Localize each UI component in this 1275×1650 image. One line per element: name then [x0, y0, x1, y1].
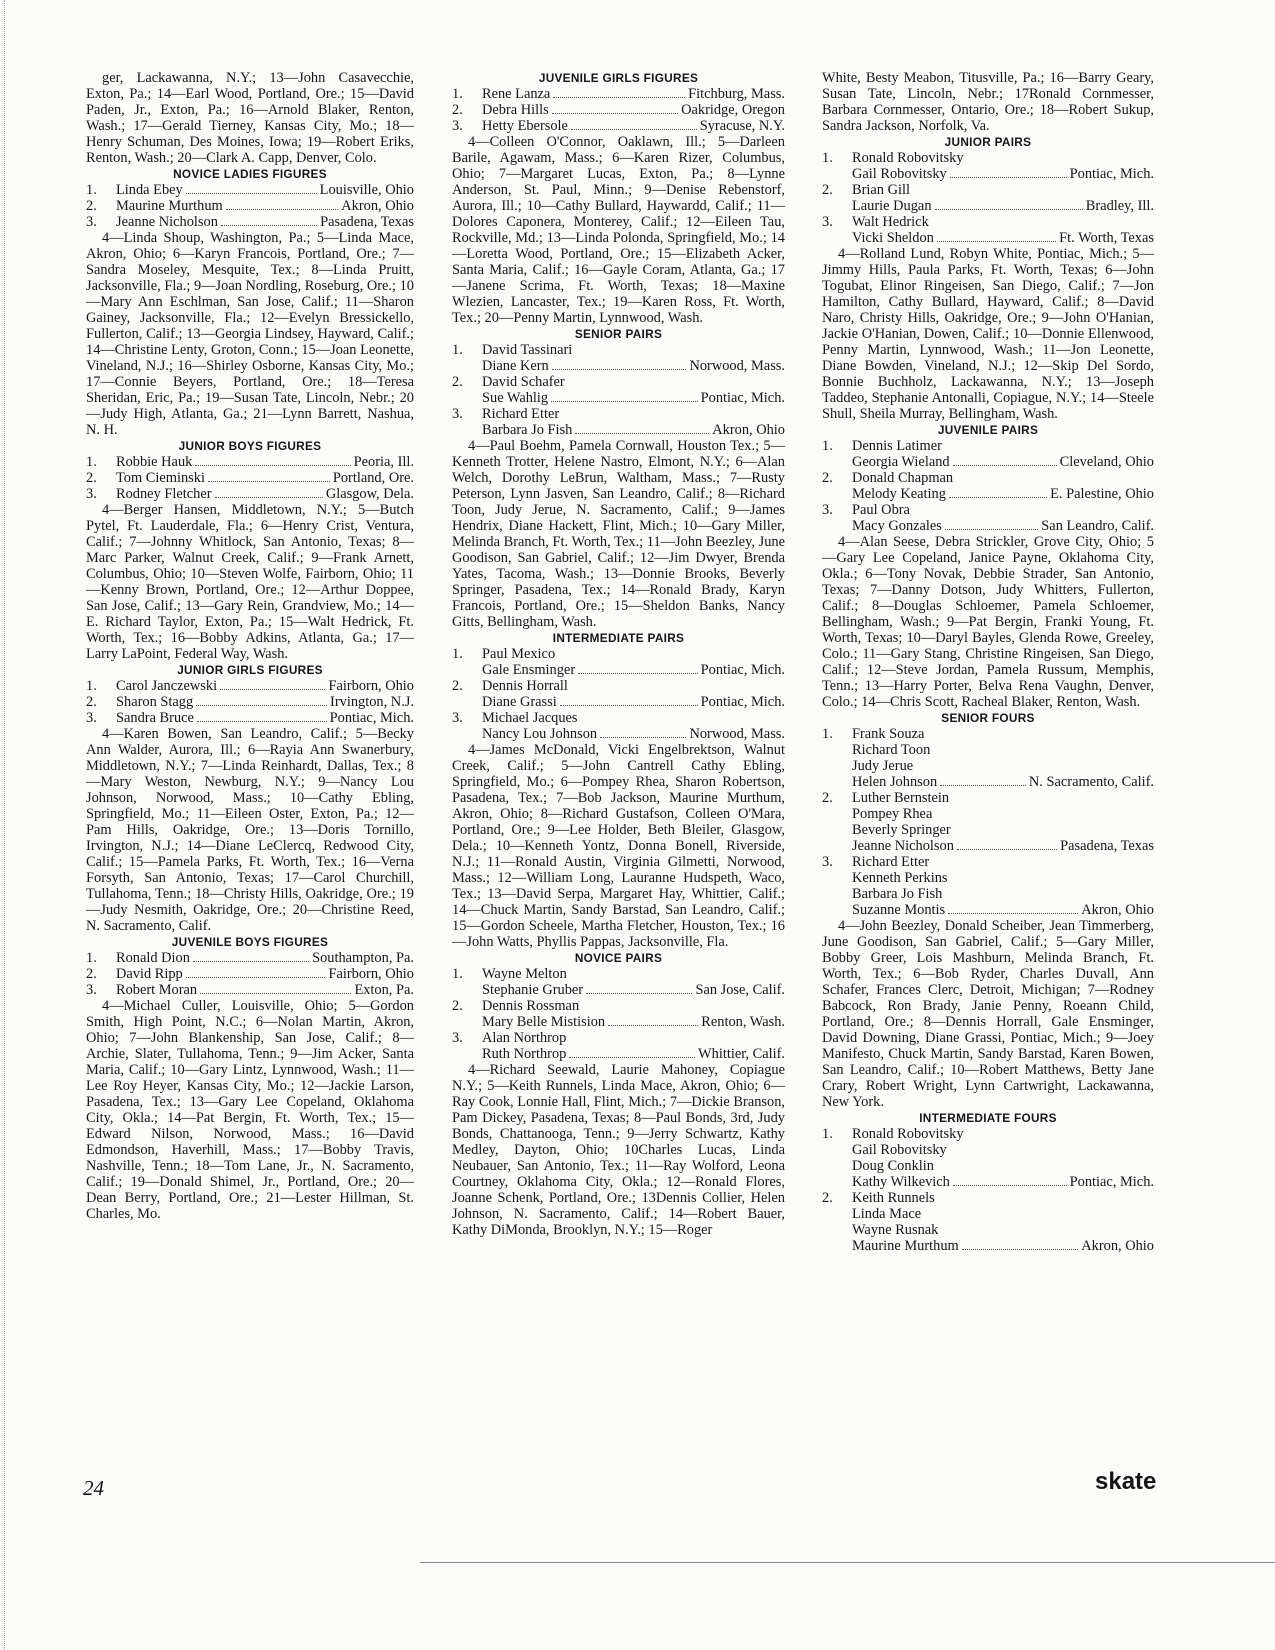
dot-leader [600, 737, 686, 738]
dot-leader [940, 785, 1026, 786]
skater-name: Robert Moran [116, 982, 198, 998]
placing-row [822, 502, 1154, 518]
placing-row [822, 870, 1154, 886]
skater-name: Laurie Dugan [852, 198, 932, 214]
column-left [86, 70, 414, 1222]
dot-leader [220, 689, 325, 690]
skater-city: Pasadena, Texas [320, 214, 414, 230]
placings-list [452, 86, 785, 134]
skater-name: Melody Keating [852, 486, 946, 502]
placing-row [452, 966, 785, 982]
placings-list [86, 678, 414, 726]
column-middle [452, 70, 785, 1238]
skater-name: Suzanne Montis [852, 902, 946, 918]
skater-city: Fairborn, Ohio [328, 678, 414, 694]
section-heading: JUNIOR GIRLS FIGURES [177, 663, 323, 677]
section-heading: INTERMEDIATE FOURS [919, 1111, 1057, 1125]
skater-name: Walt Hedrick [852, 214, 929, 230]
placing-row [86, 710, 414, 726]
place-number: 1. [822, 1126, 833, 1142]
place-number: 2. [86, 694, 97, 710]
place-number: 2. [86, 198, 97, 214]
skater-name: Sharon Stagg [116, 694, 194, 710]
results-paragraph: White, Besty Meabon, Titusville, Pa.; 16—Barry Geary, Susan Tate, Lincoln, Nebr.; 17Ronald Cornmesser, Barbara Cornmesser, Ontario, Ore.; 18—Robert Sukup, Sandra Jackson, Norfolk, Va. [822, 70, 1154, 134]
dot-leader [586, 993, 692, 994]
place-number: 1. [822, 150, 833, 166]
placing-row [452, 102, 785, 118]
placing-row [822, 902, 1154, 918]
skater-name: Ruth Northrop [482, 1046, 567, 1062]
skater-name: Frank Souza [852, 726, 925, 742]
place-number: 1. [822, 438, 833, 454]
skater-name: Tom Cieminski [116, 470, 205, 486]
skater-city: Exton, Pa. [354, 982, 414, 998]
skater-city: Peoria, Ill. [353, 454, 414, 470]
skater-name: Alan Northrop [482, 1030, 567, 1046]
place-number: 3. [452, 1030, 463, 1046]
skater-name: Ronald Robovitsky [852, 1126, 964, 1142]
page-number: 24 [83, 1476, 104, 1500]
skater-name: Kenneth Perkins [852, 870, 948, 886]
dot-leader [957, 849, 1057, 850]
place-number: 2. [452, 998, 463, 1014]
section-heading: NOVICE PAIRS [574, 951, 663, 965]
section-heading: JUVENILE GIRLS FIGURES [538, 71, 699, 85]
dot-leader [949, 497, 1047, 498]
skater-city: N. Sacramento, Calif. [1028, 774, 1154, 790]
skater-city: Norwood, Mass. [689, 726, 785, 742]
dot-leader [953, 465, 1057, 466]
place-number: 1. [452, 342, 463, 358]
footer-rule [420, 1562, 1275, 1563]
skater-name: Nancy Lou Johnson [482, 726, 598, 742]
dot-leader [560, 705, 698, 706]
skater-city: Fairborn, Ohio [328, 966, 414, 982]
placings-list [822, 438, 1154, 534]
placing-row [822, 454, 1154, 470]
place-number: 3. [452, 710, 463, 726]
place-number: 2. [822, 470, 833, 486]
skater-name: Brian Gill [852, 182, 910, 198]
skater-city: E. Palestine, Ohio [1050, 486, 1154, 502]
results-paragraph: 4—James McDonald, Vicki Engelbrektson, Walnut Creek, Calif.; 5—John Cantrell Cathy Ebling, Springfield, Mo.; 6—Pompey Rhea, Sharon Robertson, Pasadena, Tex.; 7—Bob Jackson, Maurine Murthum, Akron, Ohio; 8—Richard Gustafson, Colleen O'Mara, Portland, Ore.; 9—Lee Holder, Beth Bleiler, Glasgow, Dela.; 10—Kenneth Yontz, Donna Bonell, Riverside, N.J.; 11—Ronald Austin, Virginia Gilmetti, Norwood, Mass.; 12—William Long, Lauranne Hudspeth, Waco, Tex.; 13—David Serpa, Margaret Hay, Whittier, Calif.; 14—Chuck Martin, Sandy Barstad, San Leandro, Calif.; 15—Gordon Scheele, Martha Fletcher, Houston, Tex.; 16—John Watts, Phyllis Pappas, Jacksonville, Fla. [452, 742, 785, 950]
dot-leader [196, 705, 327, 706]
placing-row [822, 726, 1154, 742]
placings-list [86, 950, 414, 998]
dot-leader [200, 993, 351, 994]
skater-city: Fitchburg, Mass. [688, 86, 785, 102]
skater-name: Paul Mexico [482, 646, 556, 662]
skater-city: Bradley, Ill. [1085, 198, 1154, 214]
skater-name: Maurine Murthum [852, 1238, 959, 1254]
skater-city: Syracuse, N.Y. [699, 118, 785, 134]
section-heading: INTERMEDIATE PAIRS [552, 631, 685, 645]
skater-name: Barbara Jo Fish [852, 886, 943, 902]
placing-row [86, 966, 414, 982]
results-paragraph: 4—Colleen O'Connor, Oaklawn, Ill.; 5—Darleen Barile, Agawam, Mass.; 6—Karen Rizer, Columbus, Ohio; 7—Margaret Lucas, Exton, Pa.; 8—Lynne Anderson, St. Paul, Minn.; 9—Denise Rebenstorf, Aurora, Ill.; 10—Cathy Bullard, Haywardd, Calif.; 11—Dolores Caponera, Monterey, Calif.; 12—Eileen Tau, Rockville, Md.; 13—Linda Polonda, Springfield, Mo.; 14—Loretta Wood, Portland, Ore.; 15—Elizabeth Acker, Santa Maria, Calif.; 16—Gayle Coram, Atlanta, Ga.; 17—Janene Scrima, Ft. Worth, Texas; 18—Maxine Wlezien, Lancaster, Tex.; 19—Karen Ross, Ft. Worth, Tex.; 20—Penny Martin, Lynnwood, Wash. [452, 134, 785, 326]
dot-leader [215, 497, 323, 498]
results-paragraph: 4—Karen Bowen, San Leandro, Calif.; 5—Becky Ann Walder, Aurora, Ill.; 6—Rayia Ann Swanerbury, Middletown, N.Y.; 7—Linda Reinhardt, Dallas, Tex.; 8—Mary Weston, Newburg, N.Y.; 9—Nancy Lou Johnson, Norwood, Mass.; 10—Cathy Ebling, Springfield, Mo.; 11—Eileen Oster, Exton, Pa.; 12—Pam Hills, Oakridge, Ore.; 13—Doris Tornillo, Irvington, N.J.; 14—Diane LeClercq, Redwood City, Calif.; 15—Pamela Parks, Ft. Worth, Tex.; 16—Verna Forsyth, San Antonio, Texas; 17—Carol Churchill, Tullahoma, Tenn.; 18—Christy Hills, Oakridge, Ore.; 19—Judy Nesmith, Oakridge, Ore.; 20—Christine Reed, N. Sacramento, Calif. [86, 726, 414, 934]
placing-row [452, 662, 785, 678]
placings-list [452, 342, 785, 438]
placing-row [452, 694, 785, 710]
placing-row [822, 758, 1154, 774]
skater-city: Cleveland, Ohio [1059, 454, 1154, 470]
skater-name: Stephanie Gruber [482, 982, 584, 998]
skater-name: David Tassinari [482, 342, 573, 358]
section-heading: JUVENILE BOYS FIGURES [171, 935, 329, 949]
placing-row [822, 198, 1154, 214]
dot-leader [197, 721, 327, 722]
results-paragraph: 4—Rolland Lund, Robyn White, Pontiac, Mich.; 5—Jimmy Hills, Paula Parks, Ft. Worth, Texas; 6—John Togubat, Elinor Ringeisen, San Diego, Calif.; 7—Jon Hamilton, Cathy Bullard, Hayward, Calif.; 8—David Naro, Christy Hills, Oakridge, Ore.; 9—John O'Hanian, Jackie O'Hanian, Dowen, Calif.; 10—Donnie Ellenwood, Penny Martin, Lynnwood, Wash.; 11—Jon Leonette, Diane Bowden, Vineland, N.J.; 12—Skip Del Sordo, Bonnie Buchholz, Lackawanna, N.Y.; 13—Joseph Taddeo, Stephanie Antonalli, Copiague, N.Y.; 14—Steele Shull, Sheila Murray, Bellingham, Wash. [822, 246, 1154, 422]
skater-name: Helen Johnson [852, 774, 938, 790]
placing-row [452, 86, 785, 102]
dot-leader [953, 1185, 1067, 1186]
skater-name: Georgia Wieland [852, 454, 950, 470]
placing-row [86, 486, 414, 502]
placing-row [822, 182, 1154, 198]
column-right [822, 70, 1154, 1254]
placing-row [86, 470, 414, 486]
skater-city: Akron, Ohio [712, 422, 785, 438]
dot-leader [221, 225, 317, 226]
place-number: 3. [452, 406, 463, 422]
skater-name: Ronald Dion [116, 950, 190, 966]
skater-name: Diane Kern [482, 358, 549, 374]
place-number: 2. [452, 374, 463, 390]
skater-name: Dennis Horrall [482, 678, 568, 694]
skater-name: Sandra Bruce [116, 710, 194, 726]
skater-name: Gale Ensminger [482, 662, 576, 678]
skater-name: Macy Gonzales [852, 518, 942, 534]
placings-list [452, 966, 785, 1062]
skater-city: San Jose, Calif. [695, 982, 785, 998]
skater-name: Wayne Rusnak [852, 1222, 939, 1238]
dot-leader [553, 97, 685, 98]
skater-name: Gail Robovitsky [852, 166, 947, 182]
place-number: 3. [822, 502, 833, 518]
placings-list [822, 150, 1154, 246]
place-number: 1. [86, 182, 97, 198]
place-number: 3. [822, 214, 833, 230]
dot-leader [186, 977, 326, 978]
placing-row [822, 854, 1154, 870]
results-paragraph: 4—Richard Seewald, Laurie Mahoney, Copiague N.Y.; 5—Keith Runnels, Linda Mace, Akron, Ohio; 6—Ray Cook, Lonnie Hall, Flint, Mich.; 7—Dickie Branson, Pam Dickey, Pasadena, Texas; 8—Paul Bonds, 3rd, Judy Bonds, Chattanooga, Tenn.; 9—Jerry Schwartz, Kathy Medley, Dayton, Ohio; 10Charles Lucas, Linda Neubauer, San Antonio, Tex.; 11—Ray Wolford, Leona Courtney, Oklahoma City, Okla.; 12—Ronald Flores, Joanne Schenk, Portland, Ore.; 13Dennis Collier, Helen Johnson, N. Sacramento, Calif.; 14—Robert Bauer, Kathy DiMonda, Brooklyn, N.Y.; 15—Roger [452, 1062, 785, 1238]
placing-row [822, 886, 1154, 902]
dot-leader [948, 913, 1078, 914]
placing-row [452, 726, 785, 742]
placing-row [86, 950, 414, 966]
place-number: 1. [452, 646, 463, 662]
skater-name: Mary Belle Mistision [482, 1014, 606, 1030]
placing-row [452, 1030, 785, 1046]
place-number: 1. [452, 966, 463, 982]
place-number: 2. [822, 790, 833, 806]
place-number: 3. [452, 118, 463, 134]
placings-list [822, 726, 1154, 918]
results-paragraph: 4—Berger Hansen, Middletown, N.Y.; 5—Butch Pytel, Ft. Lauderdale, Fla.; 6—Henry Crist, Ventura, Calif.; 7—Johnny Whitlock, San Antonio, Texas; 8—Marc Parker, Walnut Creek, Calif.; 9—Frank Arnett, Columbus, Ohio; 10—Steven Wolfe, Fairborn, Ohio; 11—Kenny Brown, Portland, Ore.; 12—Arthur Doppee, San Jose, Calif.; 13—Gary Rein, Grandview, Mo.; 14—E. Richard Taylor, Exton, Pa.; 15—Walt Hedrick, Ft. Worth, Tex.; 16—Bobby Adkins, Atlanta, Ga.; 17—Larry LaPoint, Federal Way, Wash. [86, 502, 414, 662]
dot-leader [578, 673, 698, 674]
skater-name: Rene Lanza [482, 86, 551, 102]
results-paragraph: ger, Lackawanna, N.Y.; 13—John Casavecchie, Exton, Pa.; 14—Earl Wood, Portland, Ore.; 15—David Paden, Jr., Exton, Pa.; 16—Arnold Blaker, Renton, Wash.; 17—Gerald Tierney, Kansas City, Mo.; 18—Henry Schuman, Des Moines, Iowa; 19—Robert Eriks, Renton, Wash.; 20—Clark A. Capp, Denver, Colo. [86, 70, 414, 166]
place-number: 3. [86, 486, 97, 502]
place-number: 3. [86, 710, 97, 726]
skater-city: Pasadena, Texas [1060, 838, 1154, 854]
skater-city: Akron, Ohio [1081, 1238, 1154, 1254]
skater-name: Doug Conklin [852, 1158, 934, 1174]
placing-row [822, 230, 1154, 246]
place-number: 1. [86, 454, 97, 470]
skater-city: Pontiac, Mich. [1069, 166, 1154, 182]
placings-list [86, 454, 414, 502]
place-number: 3. [822, 854, 833, 870]
placing-row [822, 822, 1154, 838]
skater-city: Pontiac, Mich. [329, 710, 414, 726]
placing-row [822, 518, 1154, 534]
placings-list [822, 1126, 1154, 1254]
skater-name: Richard Toon [852, 742, 931, 758]
placing-row [452, 342, 785, 358]
placing-row [822, 742, 1154, 758]
results-paragraph: 4—Paul Boehm, Pamela Cornwall, Houston Tex.; 5—Kenneth Trotter, Helene Nastro, Elmont, N.Y.; 6—Alan Welch, Dorothy LeBrun, Waltham, Mass.; 7—Rusty Peterson, Lynn Jasven, San Leandro, Calif.; 8—Richard Toon, Judy Jerue, N. Sacramento, Calif.; 9—James Hendrix, Diane Hackett, Flint, Mich.; 10—Gary Miller, Melinda Branch, Ft. Worth, Tex.; 11—John Beezley, June Goodison, San Gabriel, Calif.; 12—Jim Dwyer, Brenda Yates, Tacoma, Wash.; 13—Donnie Brooks, Beverly Springer, Pasadena, Tex.; 14—Ronald Brady, Karyn Francois, Portland, Ore.; 15—Sheldon Banks, Nancy Gitts, Bellingham, Wash. [452, 438, 785, 630]
placing-row [822, 774, 1154, 790]
skater-city: Southampton, Pa. [312, 950, 414, 966]
skater-city: Glasgow, Dela. [325, 486, 414, 502]
skater-name: Wayne Melton [482, 966, 567, 982]
skater-name: Richard Etter [852, 854, 930, 870]
placing-row [822, 486, 1154, 502]
placing-row [822, 806, 1154, 822]
placing-row [452, 390, 785, 406]
place-number: 2. [822, 182, 833, 198]
placing-row [822, 1190, 1154, 1206]
place-number: 2. [86, 966, 97, 982]
placing-row [86, 214, 414, 230]
dot-leader [552, 113, 678, 114]
dot-leader [571, 129, 697, 130]
skater-city: Pontiac, Mich. [700, 662, 785, 678]
placing-row [822, 438, 1154, 454]
placing-row [822, 838, 1154, 854]
placings-list [86, 182, 414, 230]
placing-row [452, 982, 785, 998]
skater-name: Rodney Fletcher [116, 486, 212, 502]
placing-row [86, 454, 414, 470]
skater-name: David Ripp [116, 966, 183, 982]
place-number: 1. [452, 86, 463, 102]
section-heading: NOVICE LADIES FIGURES [173, 167, 327, 181]
skater-city: Akron, Ohio [1081, 902, 1154, 918]
results-paragraph: 4—Alan Seese, Debra Strickler, Grove City, Ohio; 5—Gary Lee Copeland, Janice Payne, Oklahoma City, Okla.; 6—Tony Novak, Debbie Strader, San Antonio, Texas; 7—Danny Dotson, Judy Whitters, Fullerton, Calif.; 8—Douglas Schloemer, Pamela Schloemer, Bellingham, Wash.; 9—Pat Bergin, Franki Young, Ft. Worth, Texas; 10—Daryl Bayles, Glenda Rowe, Greeley, Colo.; 11—Gary Stang, Christine Ringeisen, San Diego, Calif.; 12—Steve Jordan, Pamela Russum, Memphis, Tenn.; 13—Harry Porter, Belva Rena Vaughn, Denver, Colo.; 14—Chris Scott, Racheal Blaker, Renton, Wash. [822, 534, 1154, 710]
dot-leader [575, 433, 709, 434]
skater-name: Dennis Latimer [852, 438, 942, 454]
skater-city: Pontiac, Mich. [700, 694, 785, 710]
placing-row [452, 1046, 785, 1062]
binding-edge [4, 0, 5, 1650]
skater-name: Debra Hills [482, 102, 549, 118]
placing-row [452, 1014, 785, 1030]
placing-row [86, 982, 414, 998]
dot-leader [226, 209, 339, 210]
skater-name: Michael Jacques [482, 710, 578, 726]
skater-city: Pontiac, Mich. [1069, 1174, 1154, 1190]
skater-city: Akron, Ohio [341, 198, 414, 214]
place-number: 2. [822, 1190, 833, 1206]
section-heading: JUVENILE PAIRS [937, 423, 1039, 437]
place-number: 1. [86, 678, 97, 694]
skater-city: Norwood, Mass. [689, 358, 785, 374]
skater-name: Vicki Sheldon [852, 230, 934, 246]
skater-name: Linda Mace [852, 1206, 922, 1222]
place-number: 3. [86, 982, 97, 998]
placing-row [452, 678, 785, 694]
dot-leader [195, 465, 350, 466]
skater-name: Paul Obra [852, 502, 910, 518]
placing-row [822, 1126, 1154, 1142]
place-number: 2. [86, 470, 97, 486]
dot-leader [608, 1025, 698, 1026]
placings-list [452, 646, 785, 742]
skater-city: Oakridge, Oregon [681, 102, 785, 118]
placing-row [822, 1142, 1154, 1158]
placing-row [452, 358, 785, 374]
skater-city: San Leandro, Calif. [1041, 518, 1154, 534]
place-number: 1. [822, 726, 833, 742]
placing-row [452, 646, 785, 662]
skater-name: Keith Runnels [852, 1190, 935, 1206]
skater-name: Judy Jerue [852, 758, 914, 774]
skater-name: Hetty Ebersole [482, 118, 568, 134]
place-number: 2. [452, 678, 463, 694]
skater-name: Maurine Murthum [116, 198, 223, 214]
placing-row [822, 1238, 1154, 1254]
placing-row [822, 1222, 1154, 1238]
skater-name: Carol Janczewski [116, 678, 218, 694]
placing-row [822, 150, 1154, 166]
placing-row [822, 790, 1154, 806]
placing-row [452, 422, 785, 438]
place-number: 1. [86, 950, 97, 966]
dot-leader [551, 401, 698, 402]
skater-name: Robbie Hauk [116, 454, 193, 470]
magazine-name: skate [1095, 1468, 1157, 1495]
skater-name: Donald Chapman [852, 470, 954, 486]
skater-city: Ft. Worth, Texas [1059, 230, 1154, 246]
dot-leader [552, 369, 687, 370]
skater-name: Gail Robovitsky [852, 1142, 947, 1158]
placing-row [452, 118, 785, 134]
skater-name: Richard Etter [482, 406, 560, 422]
skater-name: Pompey Rhea [852, 806, 933, 822]
dot-leader [945, 529, 1038, 530]
placing-row [822, 1174, 1154, 1190]
dot-leader [962, 1249, 1079, 1250]
skater-name: Jeanne Nicholson [116, 214, 218, 230]
skater-city: Renton, Wash. [701, 1014, 785, 1030]
placing-row [822, 1206, 1154, 1222]
skater-name: Diane Grassi [482, 694, 557, 710]
skater-name: Luther Bernstein [852, 790, 950, 806]
dot-leader [937, 241, 1056, 242]
place-number: 3. [86, 214, 97, 230]
skater-name: Barbara Jo Fish [482, 422, 573, 438]
placing-row [86, 198, 414, 214]
dot-leader [950, 177, 1067, 178]
dot-leader [186, 193, 317, 194]
dot-leader [208, 481, 330, 482]
skater-city: Pontiac, Mich. [700, 390, 785, 406]
skater-city: Louisville, Ohio [319, 182, 414, 198]
placing-row [452, 998, 785, 1014]
skater-city: Portland, Ore. [332, 470, 414, 486]
placing-row [822, 214, 1154, 230]
section-heading: SENIOR PAIRS [574, 327, 663, 341]
skater-name: Beverly Springer [852, 822, 951, 838]
skater-name: Kathy Wilkevich [852, 1174, 950, 1190]
dot-leader [935, 209, 1083, 210]
placing-row [452, 710, 785, 726]
place-number: 2. [452, 102, 463, 118]
skater-name: David Schafer [482, 374, 565, 390]
placing-row [822, 1158, 1154, 1174]
results-paragraph: 4—John Beezley, Donald Scheiber, Jean Timmerberg, June Goodison, San Gabriel, Calif.; 5—Gary Miller, Bobby Greer, Lois Mashburn, Melinda Branch, Ft. Worth, Tex.; 6—Bob Ryder, Charles Duvall, Ann Schafer, Frances Clerc, Detroit, Michigan; 7—Rodney Babcock, Ron Brady, Janie Penny, Roeann Child, Portland, Ore.; 8—Dennis Horrall, Gale Ensminger, David Downing, Diane Grassi, Pontiac, Mich.; 9—Joey Manifesto, Chuck Martin, Sandy Barstad, Karen Bowen, San Leandro, Calif.; 10—Robert Matthews, Betty Jane Crary, Robert Wright, Lynn Cartwright, Lackawanna, New York. [822, 918, 1154, 1110]
dot-leader [193, 961, 309, 962]
skater-city: Irvington, N.J. [330, 694, 414, 710]
skater-name: Dennis Rossman [482, 998, 580, 1014]
placing-row [86, 182, 414, 198]
results-paragraph: 4—Linda Shoup, Washington, Pa.; 5—Linda Mace, Akron, Ohio; 6—Karyn Francois, Portland, Ore.; 7—Sandra Moseley, Mesquite, Tex.; 8—Linda Pruitt, Jacksonville, Fla.; 9—Joan Nordling, Roseburg, Ore.; 10—Mary Ann Eschlman, San Jose, Calif.; 11—Sharon Gainey, Jacksonville, Fla.; 12—Evelyn Bressickello, Fullerton, Calif.; 13—Georgia Lindsey, Hayward, Calif.; 14—Christine Lenty, Groton, Conn.; 15—Joan Leonette, Vineland, N.J.; 16—Shirley Osborne, Kansas City, Mo.; 17—Connie Beyers, Portland, Ore.; 18—Teresa Sheridan, Eric, Pa.; 19—Susan Tate, Lincoln, Nebr.; 20—Judy High, Atlanta, Ga.; 21—Lynn Barrett, Nashua, N. H. [86, 230, 415, 438]
skater-name: Ronald Robovitsky [852, 150, 964, 166]
placing-row [86, 678, 414, 694]
section-heading: JUNIOR PAIRS [944, 135, 1032, 149]
skater-city: Whittier, Calif. [698, 1046, 785, 1062]
placing-row [822, 470, 1154, 486]
section-heading: SENIOR FOURS [941, 711, 1035, 725]
skater-name: Sue Wahlig [482, 390, 549, 406]
skater-name: Linda Ebey [116, 182, 183, 198]
placing-row [822, 166, 1154, 182]
section-heading: JUNIOR BOYS FIGURES [178, 439, 322, 453]
dot-leader [569, 1057, 695, 1058]
placing-row [452, 374, 785, 390]
placing-row [452, 406, 785, 422]
results-paragraph: 4—Michael Culler, Louisville, Ohio; 5—Gordon Smith, High Point, N.C.; 6—Nolan Martin, Akron, Ohio; 7—John Blankenship, San Jose, Calif.; 8—Archie, Slater, Tullahoma, Tenn.; 9—Jim Acker, Santa Maria, Calif.; 10—Gary Lintz, Lynnwood, Wash.; 11—Lee Roy Heyer, Kansas City, Mo.; 12—Jackie Larson, Pasadena, Tex.; 13—Gary Lee Copeland, Oklahoma City, Okla.; 14—Pat Bergin, Ft. Worth, Tex.; 15—Edward Nilson, Norwood, Mass.; 16—David Edmondson, Haverhill, Mass.; 17—Bobby Travis, Nashville, Tenn.; 18—Tom Lane, Jr., N. Sacramento, Calif.; 19—Donald Shimel, Jr., Portland, Ore.; 20—Dean Berry, Portland, Ore.; 21—Lester Hillman, St. Charles, Mo. [86, 998, 414, 1222]
placing-row [86, 694, 414, 710]
skater-name: Jeanne Nicholson [852, 838, 954, 854]
